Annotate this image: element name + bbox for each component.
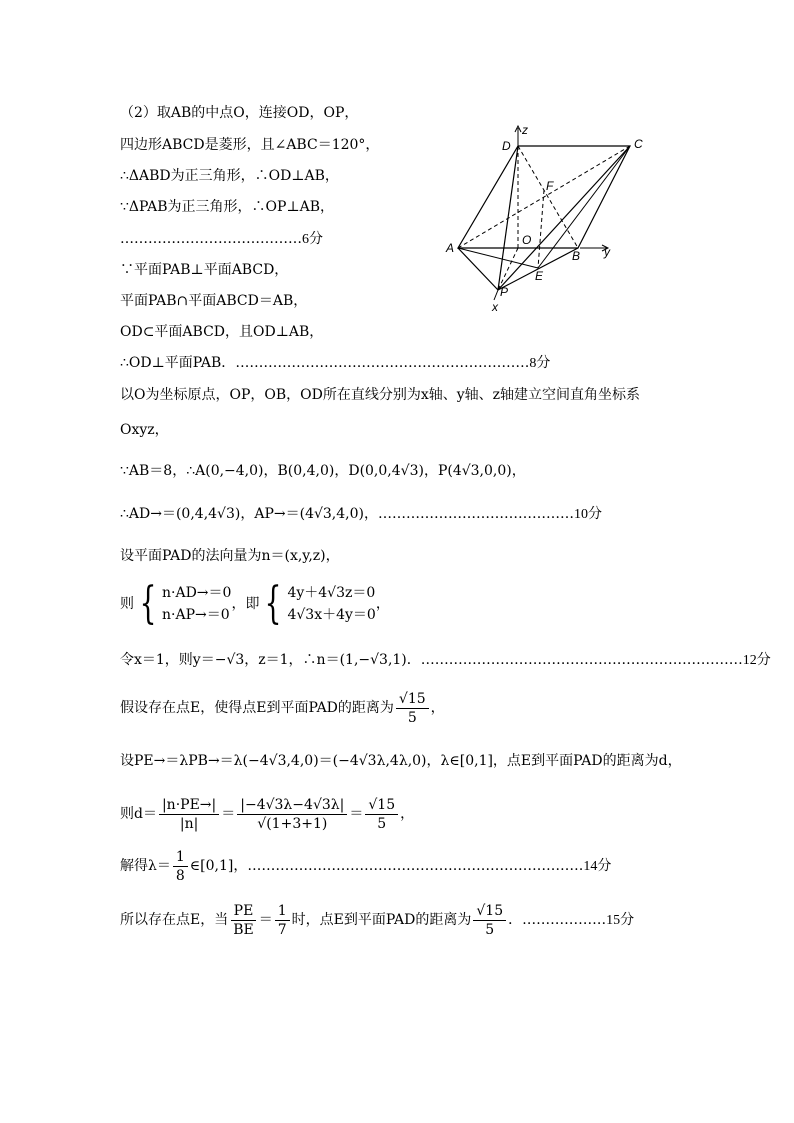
text-line-2: 四边形ABCD是菱形，且∠ABC＝120°，: [120, 137, 380, 153]
statement: 则d＝: [120, 806, 157, 822]
numerator: |n·PE→|: [159, 796, 219, 815]
statement: 时，点E到平面PAD的距离为: [291, 912, 472, 928]
score-mark: 8分: [529, 356, 551, 371]
system-row: n·AD→＝0: [162, 585, 232, 601]
punct: ，: [375, 596, 390, 612]
brace: {: [139, 578, 157, 629]
fraction: [275, 902, 290, 939]
score-mark: 6分: [302, 232, 323, 247]
label-O: O: [522, 233, 532, 247]
fraction: [473, 902, 506, 939]
denominator: 5: [377, 815, 387, 832]
fraction: [396, 690, 429, 727]
equals: ＝: [258, 912, 273, 928]
text-line-8: OD⊂平面ABCD，且OD⊥AB，: [120, 324, 324, 340]
statement: 解得λ＝: [120, 858, 171, 874]
label-P: P: [500, 285, 509, 299]
leader-dots: ……………………………………………………………: [420, 652, 743, 668]
segment-CE: [538, 146, 630, 268]
score-mark: 12分: [742, 653, 771, 668]
numerator: |−4√3λ−4√3λ|: [237, 796, 347, 815]
label-z: z: [522, 123, 528, 137]
score-mark: 14分: [583, 859, 612, 874]
numerator: PE: [231, 902, 257, 921]
edge-AP: [458, 248, 498, 290]
statement: ∈[0,1]，: [189, 858, 248, 874]
text-line-16: [120, 650, 771, 671]
label-E: E: [535, 269, 544, 283]
statement: 令x＝1，则y＝−√3，z＝1，∴n＝(1,−√3,1)．: [120, 652, 421, 668]
geometry-figure: [440, 118, 660, 318]
text-line-19: [120, 792, 414, 836]
denominator: 7: [277, 921, 287, 938]
score-mark: 10分: [573, 507, 602, 522]
denominator: |n|: [179, 815, 199, 832]
label-A: A: [446, 241, 455, 255]
punct: ．: [508, 912, 523, 928]
pyramid-diagram: [440, 118, 660, 318]
text-line-3: ∴ΔABD为正三角形，∴OD⊥AB，: [120, 168, 339, 184]
punct: ，: [400, 806, 415, 822]
x-axis: [494, 290, 498, 300]
text-line-17: [120, 688, 445, 728]
numerator: 1: [275, 902, 290, 921]
label-B: B: [572, 249, 581, 263]
brace: {: [265, 578, 282, 629]
system-2: [259, 578, 376, 629]
system-1: [134, 578, 232, 629]
equals: ＝: [349, 806, 364, 822]
leader-dots: ………………: [522, 912, 607, 928]
label-D: D: [502, 139, 511, 153]
text-line-5: [120, 229, 323, 250]
text-line-21: [120, 900, 634, 941]
text-line-10: 以O为坐标原点，OP，OB，OD所在直线分别为x轴、y轴、z轴建立空间直角坐标系: [120, 387, 641, 403]
equation-system-line: [120, 578, 390, 629]
statement: ∴OD⊥平面PAB．: [120, 355, 236, 371]
text-line-4: ∵ΔPAB为正三角形，∴OP⊥AB，: [120, 199, 335, 215]
label-x: x: [492, 300, 498, 314]
text-line-11: Oxyz，: [120, 422, 169, 438]
denominator: 5: [485, 921, 495, 938]
segment-FE: [538, 190, 544, 268]
denominator: BE: [233, 921, 254, 938]
leader-dots: ……………………………………: [377, 506, 574, 522]
system-row: 4√3x＋4y＝0: [287, 607, 376, 623]
text-line-18: 设PE→＝λPB→＝λ(−4√3,4,0)＝(−4√3λ,4λ,0)，λ∈[0,1]，点E到平面PAD的距离为d，: [120, 753, 682, 769]
text-line-6: ∵平面PAB⊥平面ABCD，: [120, 262, 289, 278]
system-row: 4y＋4√3z＝0: [287, 585, 376, 601]
text-line-14: 设平面PAD的法向量为n＝(x,y,z)，: [120, 548, 340, 564]
fraction: [365, 796, 398, 833]
leader-dots: …………………………………: [120, 231, 302, 247]
text-line-13: [120, 504, 602, 525]
text-line-12: ∵AB＝8，∴A(0,−4,0)，B(0,4,0)，D(0,0,4√3)，P(4√3,0,0)，: [120, 463, 526, 479]
denominator: 5: [407, 709, 417, 726]
numerator: √15: [396, 690, 429, 709]
numerator: √15: [365, 796, 398, 815]
fraction: [230, 902, 257, 939]
label-ze: 则: [120, 596, 134, 612]
fraction: [159, 796, 219, 833]
statement: ∴AD→＝(0,4,4√3)，AP→＝(4√3,4,0)，: [120, 506, 378, 522]
segment-AE: [458, 248, 538, 268]
text-line-9: [120, 353, 550, 374]
equals: ＝: [221, 806, 236, 822]
punct: ，: [430, 700, 445, 716]
fraction: [237, 796, 347, 833]
label-ji: ，即: [231, 596, 260, 612]
text-line-7: 平面PAB∩平面ABCD＝AB，: [120, 293, 308, 309]
leader-dots: ………………………………………………………………: [247, 858, 584, 874]
fraction: [173, 848, 188, 885]
denominator: √(1+3+1): [257, 815, 328, 832]
score-mark: 15分: [606, 913, 635, 928]
label-F: F: [546, 179, 554, 193]
text-line-20: [120, 846, 611, 887]
statement: 假设存在点E，使得点E到平面PAD的距离为: [120, 700, 394, 716]
leader-dots: ………………………………………………………: [235, 355, 530, 371]
denominator: 8: [175, 867, 185, 884]
numerator: √15: [473, 902, 506, 921]
label-C: C: [634, 137, 643, 151]
statement: 所以存在点E，当: [120, 912, 229, 928]
system-row: n·AP→＝0: [162, 607, 230, 623]
numerator: 1: [173, 848, 188, 867]
text-line-1: （2）取AB的中点O，连接OD，OP，: [120, 105, 359, 121]
label-y: y: [604, 245, 610, 259]
